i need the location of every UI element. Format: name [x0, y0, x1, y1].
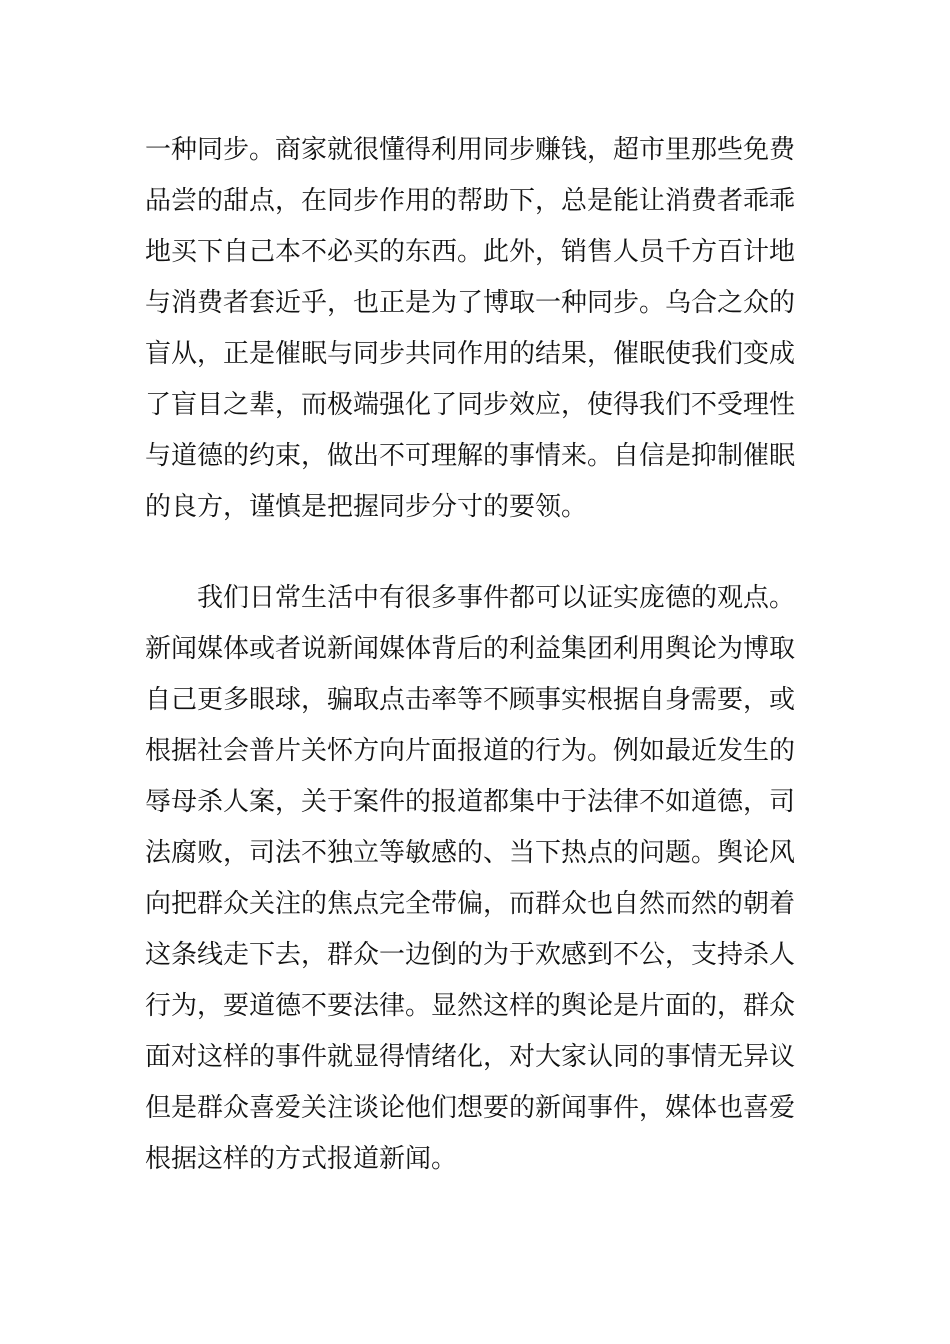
text-line: 自己更多眼球，骗取点击率等不顾事实根据自身需要，或 — [145, 685, 796, 715]
text-line: 盲从，正是催眠与同步共同作用的结果，催眠使我们变成 — [145, 339, 796, 369]
text-line: 根据这样的方式报道新闻。 — [145, 1144, 458, 1174]
text-line: 品尝的甜点，在同步作用的帮助下，总是能让消费者乖乖 — [145, 186, 796, 216]
text-line: 根据社会普片关怀方向片面报道的行为。例如最近发生的 — [145, 736, 796, 766]
text-line: 的良方，谨慎是把握同步分寸的要领。 — [145, 492, 588, 522]
text-line: 但是群众喜爱关注谈论他们想要的新闻事件，媒体也喜爱 — [145, 1093, 796, 1123]
text-line: 一种同步。商家就很懂得利用同步赚钱，超市里那些免费 — [145, 135, 796, 165]
text-line: 辱母杀人案，关于案件的报道都集中于法律不如道德，司 — [145, 787, 796, 817]
text-line: 地买下自己本不必买的东西。此外，销售人员千方百计地 — [145, 237, 796, 267]
text-line: 新闻媒体或者说新闻媒体背后的利益集团利用舆论为博取 — [145, 634, 796, 664]
text-line: 与道德的约束，做出不可理解的事情来。自信是抑制催眠 — [145, 441, 796, 471]
text-line: 了盲目之辈，而极端强化了同步效应，使得我们不受理性 — [145, 390, 796, 420]
text-line: 这条线走下去，群众一边倒的为于欢感到不公，支持杀人 — [145, 940, 796, 970]
text-line: 面对这样的事件就显得情绪化，对大家认同的事情无异议 — [145, 1042, 796, 1072]
text-line: 行为，要道德不要法律。显然这样的舆论是片面的，群众 — [145, 991, 796, 1021]
text-line: 向把群众关注的焦点完全带偏，而群众也自然而然的朝着 — [145, 889, 796, 919]
text-line: 法腐败，司法不独立等敏感的、当下热点的问题。舆论风 — [145, 838, 796, 868]
text-line: 与消费者套近乎，也正是为了博取一种同步。乌合之众的 — [145, 288, 796, 318]
text-line: 我们日常生活中有很多事件都可以证实庞德的观点。 — [145, 583, 796, 613]
